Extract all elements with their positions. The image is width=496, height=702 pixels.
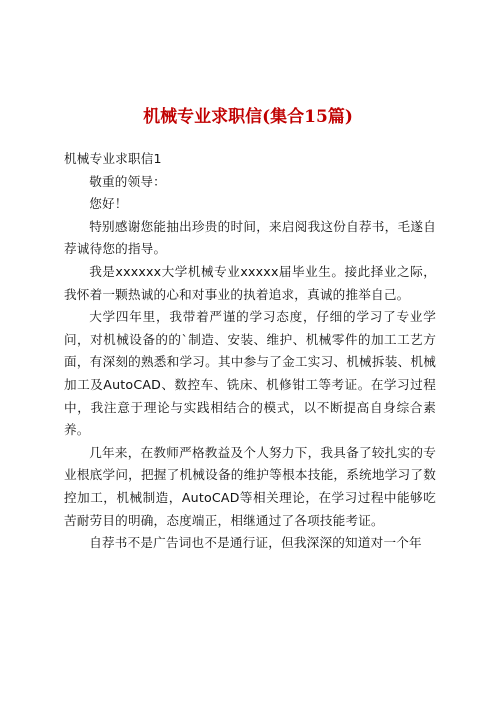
- paragraph-skills: 几年来，在教师严格教益及个人努力下，我具备了较扎实的专业根底学问，把握了机械设备的维护等根本技能，系统地学习了数控加工，机械制造，AutoCAD等相关理论，在学习过程中能够吃苦耐劳目的明确，态度端正，相继通过了各项技能考证。: [64, 444, 436, 528]
- section-heading: 机械专业求职信1: [64, 151, 162, 166]
- paragraph-thanks: 特别感谢您能抽出珍贵的时间，来启阅我这份自荐书，毛遂自荐诚待您的指导。: [64, 218, 436, 257]
- document-body: [64, 148, 436, 555]
- greeting: 您好！: [89, 196, 128, 212]
- paragraph-studies: 大学四年里，我带着严谨的学习态度，仔细的学习了专业学问，对机械设备的的`制造、安装、维护、机械零件的加工工艺方面，有深刻的熟悉和学习。其中参与了金工实习、机械拆装、机械加工及AutoCAD、数控车、铣床、机修钳工等考证。在学习过程中，我注意于理论与实践相结合的模式，以不断提高自身综合素养。: [64, 309, 436, 438]
- salutation: 敬重的领导：: [89, 173, 166, 189]
- document-title: 机械专业求职信(集合15篇): [143, 107, 353, 127]
- paragraph-introduction: 我是xxxxxx大学机械专业xxxxx届毕业生。接此择业之际，我怀着一颗热诚的心和对事业的执着追求，真诚的推举自己。: [64, 263, 436, 302]
- paragraph-closing-partial: 自荐书不是广告词也不是通行证，但我深深的知道对一个年: [89, 535, 422, 551]
